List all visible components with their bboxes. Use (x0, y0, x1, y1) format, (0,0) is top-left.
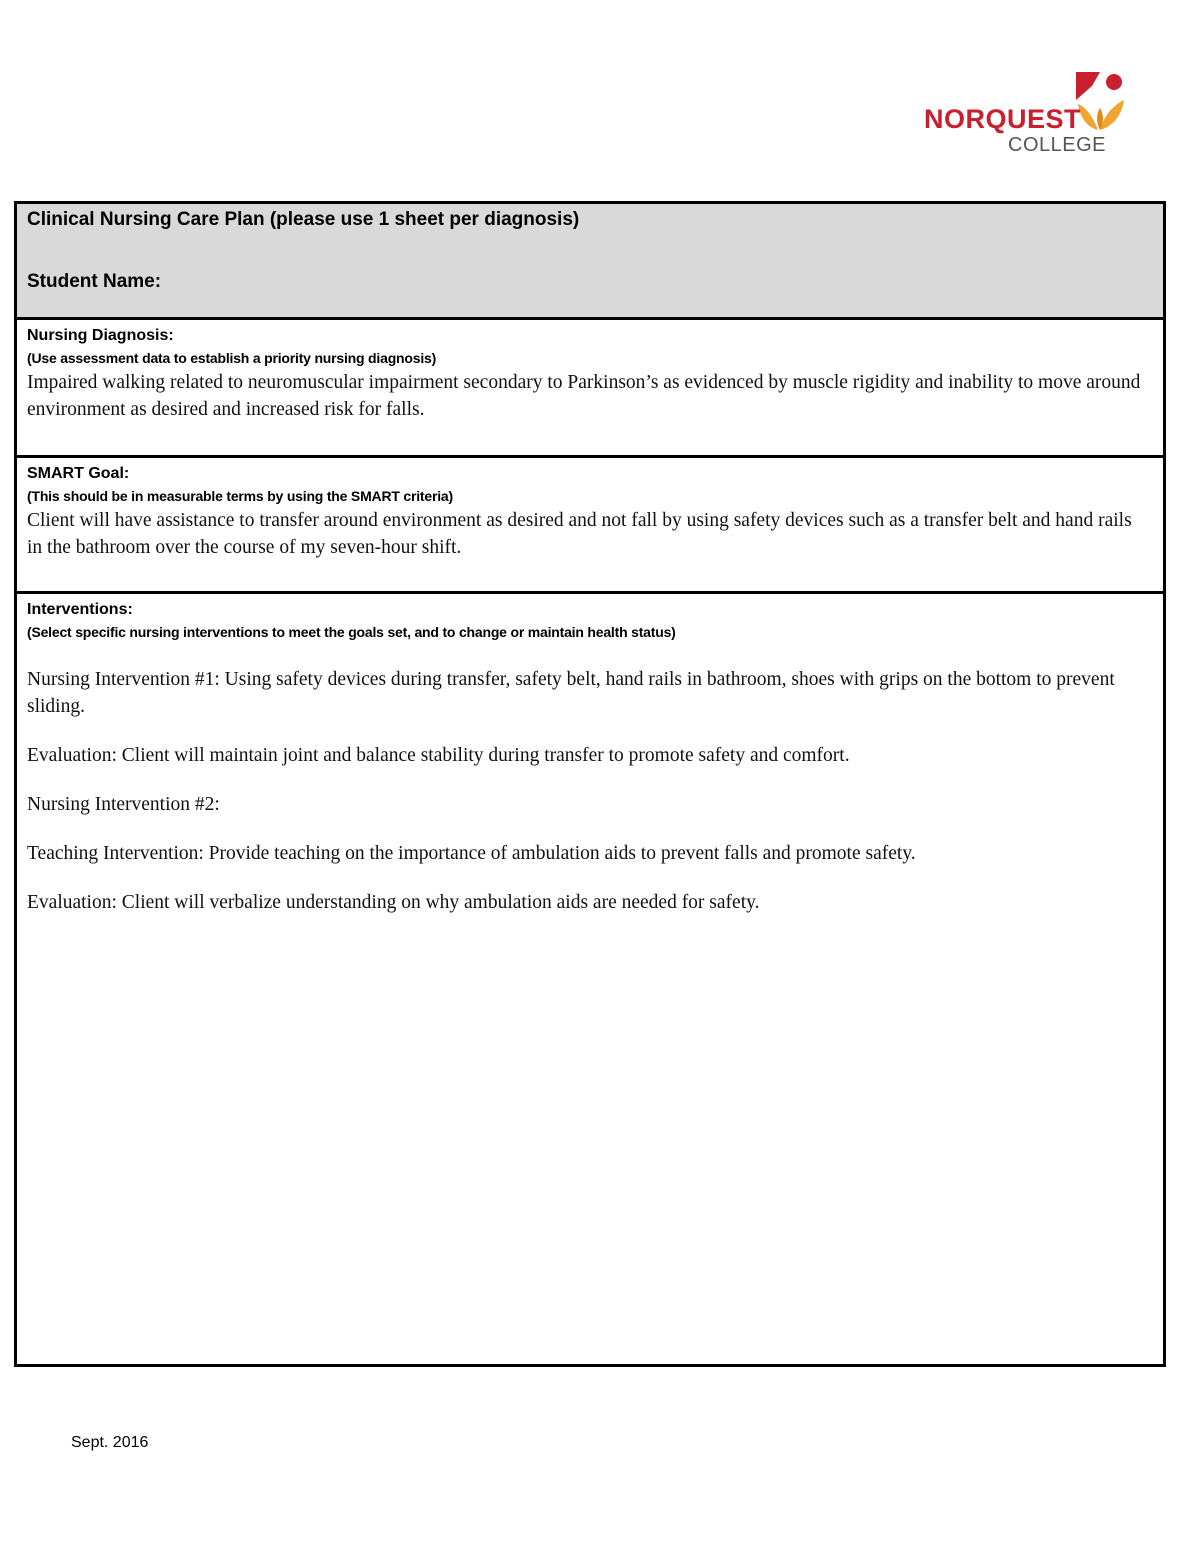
smart-goal-label: SMART Goal: (27, 465, 130, 482)
interventions-hint: (Select specific nursing interventions to meet the goals set, and to change or maintain health status) (27, 624, 676, 640)
care-plan-header (17, 204, 1163, 320)
evaluation-2: Evaluation: Client will verbalize understanding on why ambulation aids are needed for safety. (27, 892, 760, 913)
nursing-diagnosis-label: Nursing Diagnosis: (27, 327, 174, 344)
logo-wordmark-norquest: NORQUEST (924, 104, 1082, 134)
logo-wordmark-college: COLLEGE (1008, 134, 1106, 156)
care-plan-table (14, 201, 1166, 1367)
student-name-label: Student Name: (27, 271, 162, 292)
nursing-diagnosis-section (17, 320, 1163, 458)
nursing-diagnosis-hint: (Use assessment data to establish a priority nursing diagnosis) (27, 350, 437, 366)
nursing-diagnosis-text: Impaired walking related to neuromuscular impairment secondary to Parkinson’s as evidenced by muscle rigidity and inability to move around environment as desired and increased risk for falls. (27, 372, 1141, 420)
logo-mark-icon (1074, 70, 1129, 140)
intervention-1: Nursing Intervention #1: Using safety devices during transfer, safety belt, hand rails in bathroom, shoes with grips on the bottom to prevent sliding. (27, 669, 1115, 717)
smart-goal-hint: (This should be in measurable terms by using the SMART criteria) (27, 488, 453, 504)
smart-goal-text: Client will have assistance to transfer around environment as desired and not fall by using safety devices such as a transfer belt and hand rails in the bathroom over the course of my seven-hour shift. (27, 510, 1132, 558)
interventions-section (17, 594, 1163, 1364)
interventions-label: Interventions: (27, 601, 133, 618)
footer-date: Sept. 2016 (71, 1434, 149, 1451)
smart-goal-section (17, 458, 1163, 594)
care-plan-title: Clinical Nursing Care Plan (please use 1 sheet per diagnosis) (27, 209, 580, 230)
intervention-2: Nursing Intervention #2: (27, 794, 220, 815)
teaching-intervention: Teaching Intervention: Provide teaching on the importance of ambulation aids to prevent falls and promote safety. (27, 843, 916, 864)
evaluation-1: Evaluation: Client will maintain joint and balance stability during transfer to promote safety and comfort. (27, 745, 850, 766)
norquest-college-logo (924, 70, 1129, 160)
